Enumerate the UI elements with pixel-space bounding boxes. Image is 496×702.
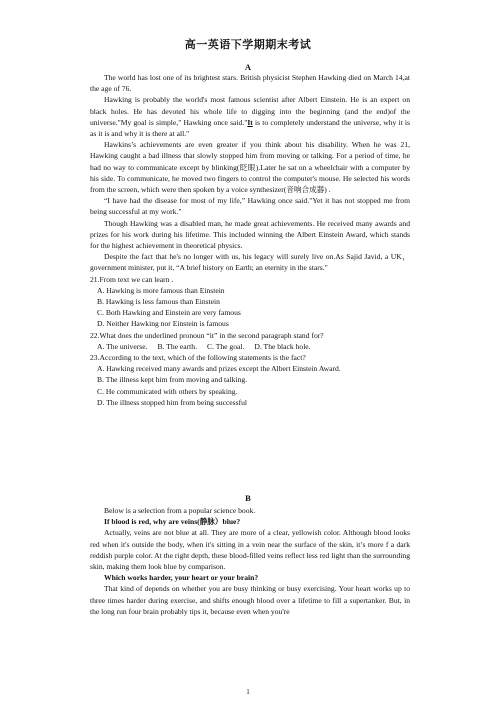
section-b-label: B bbox=[245, 493, 251, 503]
question-22-option-c: C. The goal. bbox=[207, 341, 245, 351]
section-a-label: A bbox=[244, 62, 252, 72]
section-b-paragraph-2: That kind of depends on whether you are busy thinking or busy exercising. Your heart works up to three times harder during exercise, and shifts enough blood over a lifetime to fill a supertanker. But, in the long run four brain probably tips it, because even when you're bbox=[90, 584, 410, 616]
section-a-paragraph-2 bbox=[90, 94, 410, 139]
question-22-options bbox=[90, 341, 410, 352]
section-b-heading-2: Which works harder, your heart or your brain? bbox=[104, 573, 259, 583]
question-23: 23.According to the text, which of the following statements is the fact? bbox=[90, 353, 306, 363]
section-a-paragraph-3: Hawkins’s achievements are even greater if you think about his disability. When he was 21, Hawking caught a bad illness that slowly stopped him from moving or talking. For a period of time, he had no way to communicate except by blinking(眨眼).Later he sat on a wheelchair with a computer by his side. To communicate, he moved two fingers to control the computer's mouse. He selected his words from the screen, which were then spoken by a voice synthesizer(音响合成器) . bbox=[90, 140, 410, 195]
question-23-option-a: A. Hawking received many awards and prizes except the Albert Einstein Award. bbox=[97, 364, 341, 374]
paragraph-2-text-end: is to completely understand the universe, why it is as it is and why it is there at all." bbox=[90, 117, 410, 139]
section-a-paragraph-4: “I have had the disease for most of my life,” Hawking once said."Yet it has not stopped me from being successful at my work." bbox=[90, 196, 410, 217]
question-22-option-d: D. The black hole. bbox=[254, 341, 311, 351]
paragraph-2-text-start: Hawking is probably the world's most famous scientist after Albert Einstein. He is an expert on black holes. He has devoted his whole life to digging into the beginning (and the end)of the universe."My goal is simple," Hawking once said." bbox=[90, 95, 410, 127]
question-22-option-b: B. The earth. bbox=[157, 341, 197, 351]
question-23-option-d: D. The illness stopped him from being successful bbox=[97, 397, 248, 407]
page-number: 1 bbox=[246, 688, 250, 696]
question-21-option-c: C. Both Hawking and Einstein are very famous bbox=[97, 308, 241, 318]
section-a-paragraph-6: Despite the fact that he's no longer with us, his legacy will surely live on.As Sajid Javid, a UK，government minister, put it, “A brief history on Earth; an eternity in the stars." bbox=[90, 252, 410, 273]
question-21-option-d: D. Neither Hawking nor Einstein is famous bbox=[97, 319, 229, 329]
section-b-body bbox=[90, 505, 410, 617]
question-21: 21.From text we can learn . bbox=[90, 274, 174, 284]
underlined-pronoun: It bbox=[247, 117, 253, 127]
question-22: 22.What does the underlined pronoun “it” in the second paragraph stand for? bbox=[90, 330, 324, 340]
section-a-paragraph-5: Though Hawking was a disabled man, he made great achievements. He received many awards and prizes for his work during his lifetime. This included winning the Albert Einstein Award, which stands for the highest achievement in theoretical physics. bbox=[90, 218, 410, 251]
question-23-option-c: C. He communicated with others by speaking. bbox=[97, 386, 238, 396]
section-b-paragraph-1: Actually, veins are not blue at all. They are more of a clear, yellowish color. Although blood looks red when it's outside the body, when it's sitting in a vein near the surface of the skin, it’s more f a dark reddish purple color. At the right depth, these blood-filled veins reflect less red light than the surrounding skin, making them look blue by comparison. bbox=[90, 528, 410, 572]
question-21-option-b: B. Hawking is less famous than Einstein bbox=[97, 297, 220, 307]
section-b-intro: Below is a selection from a popular science book. bbox=[104, 506, 256, 515]
page-title: 高一英语下学期期末考试 bbox=[184, 38, 312, 51]
section-a-body bbox=[90, 72, 410, 408]
question-21-option-a: A. Hawking is more famous than Einstein bbox=[97, 285, 225, 295]
question-22-option-a: A. The universe. bbox=[97, 341, 148, 351]
section-a-paragraph-1: The world has lost one of its brightest stars. British physicist Stephen Hawking died on March 14,at the age of 76. bbox=[90, 73, 410, 94]
question-23-option-b: B. The illness kept him from moving and talking. bbox=[97, 375, 248, 385]
section-b-heading-1: If blood is red, why are veins(静脉）blue? bbox=[104, 517, 241, 527]
